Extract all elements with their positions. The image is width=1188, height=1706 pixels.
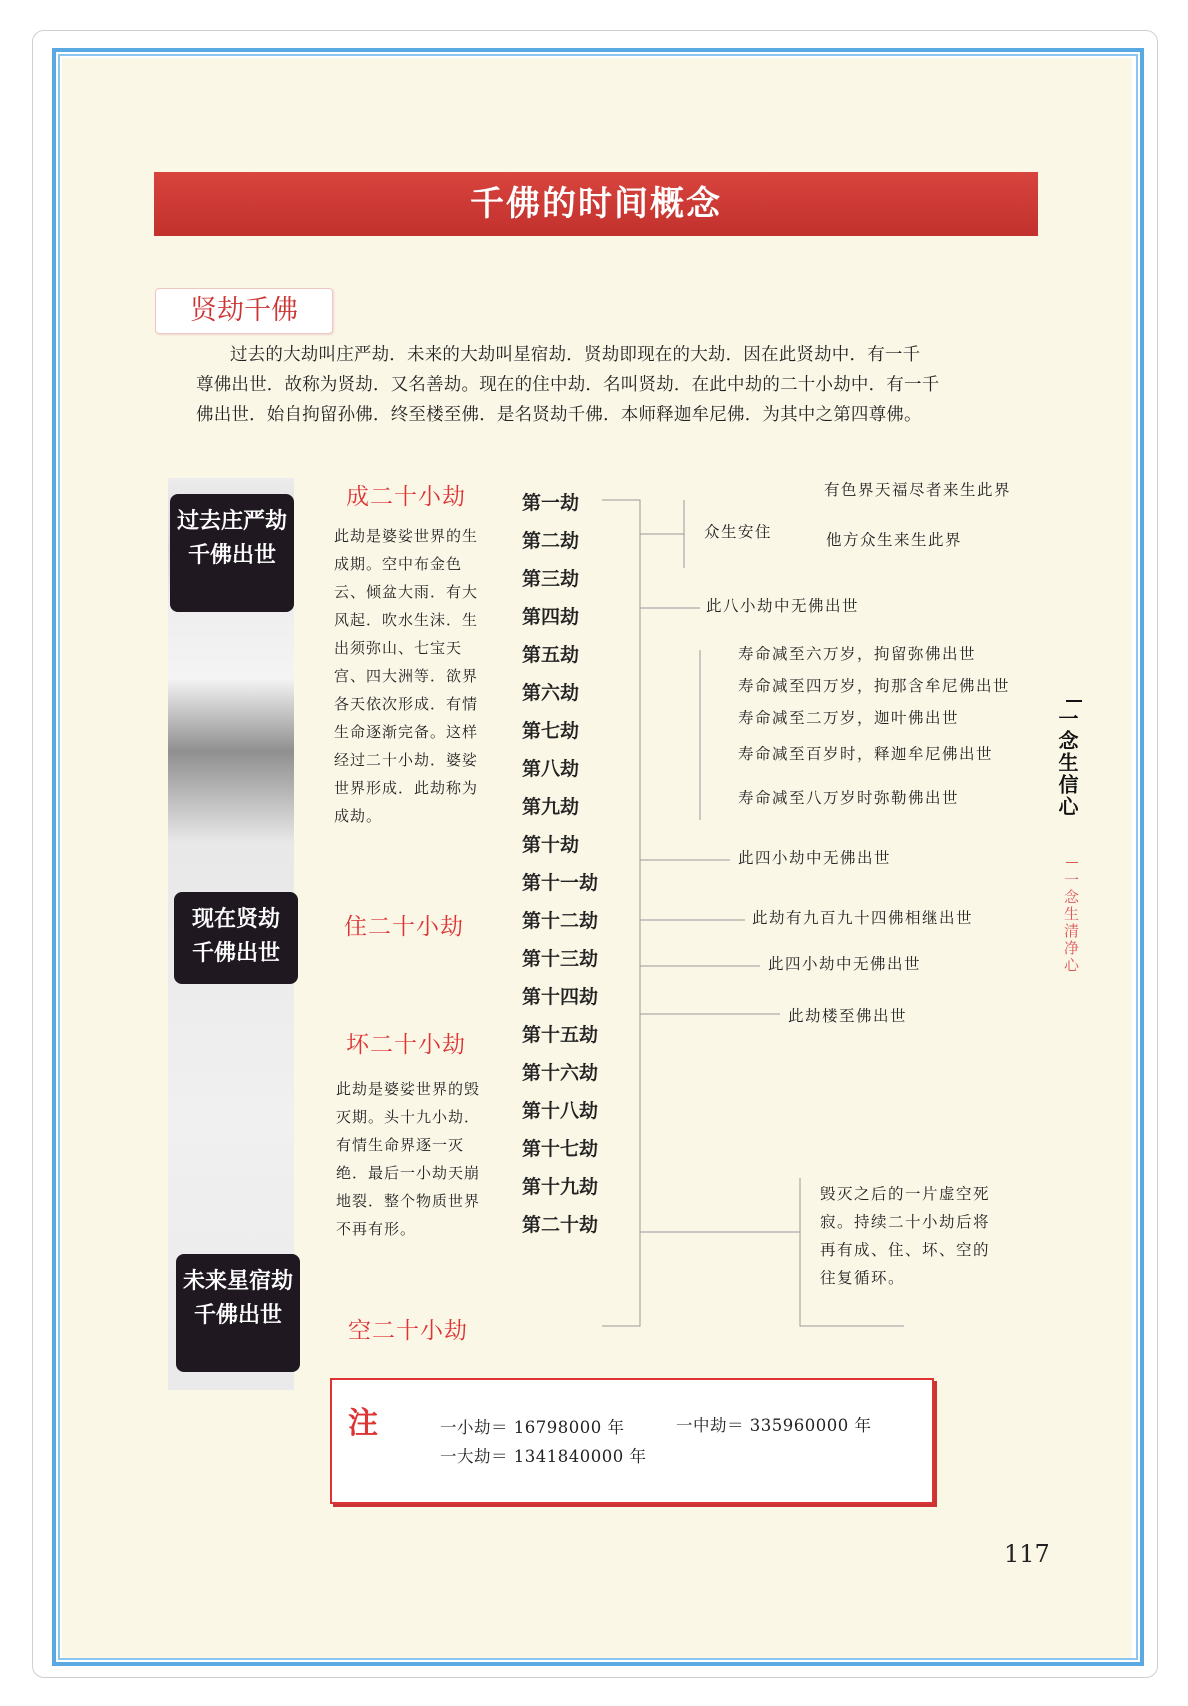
era-label: 千佛出世 (187, 542, 276, 568)
note: 寿命减至四万岁，拘那含牟尼佛出世 (738, 677, 1011, 695)
kalpa-item: 第十九劫 (522, 1176, 599, 1198)
note-label: 注 (348, 1406, 378, 1441)
stage-abiding: 住二十小劫 (344, 914, 464, 940)
kalpa-item: 第六劫 (522, 682, 580, 704)
kalpa-item: 第二劫 (522, 530, 580, 552)
kalpa-item: 第十三劫 (522, 948, 599, 970)
page-title: 千佛的时间概念 (154, 172, 1038, 236)
era-label: 千佛出世 (191, 940, 280, 966)
note: 他方众生来生此界 (826, 531, 963, 549)
kalpa-item: 第十一劫 (522, 872, 599, 894)
formula-large-kalpa: 一大劫＝ 1341840000 年 (440, 1447, 647, 1466)
kalpa-item: 第四劫 (522, 606, 580, 628)
side-subtitle: 一念生清净心 (1062, 872, 1080, 974)
kalpa-item: 第十四劫 (522, 986, 599, 1008)
kalpa-item: 第九劫 (522, 796, 580, 818)
kalpa-item: 第十二劫 (522, 910, 599, 932)
kalpa-item: 第一劫 (522, 492, 580, 514)
note: 寿命减至六万岁，拘留弥佛出世 (738, 645, 977, 663)
formation-description: 此劫是婆娑世界的生成期。空中布金色云、倾盆大雨．有大风起．吹水生沫．生出须弥山、七宝天宫、四大洲等．欲界各天依次形成．有情生命逐渐完备。这样经过二十小劫．婆娑世界形成．此劫称为成劫。 (334, 527, 479, 825)
stage-emptiness: 空二十小劫 (348, 1318, 468, 1344)
note: 此劫楼至佛出世 (788, 1007, 908, 1025)
intro-line: 佛出世．始自拘留孙佛．终至楼至佛．是名贤劫千佛．本师释迦牟尼佛．为其中之第四尊佛。 (196, 405, 922, 425)
intro-line: 过去的大劫叫庄严劫．未来的大劫叫星宿劫．贤劫即现在的大劫．因在此贤劫中．有一千 (230, 345, 921, 365)
formula-medium-kalpa: 一中劫＝ 335960000 年 (676, 1416, 872, 1435)
kalpa-bracket-line (602, 500, 640, 1326)
era-label: 现在贤劫 (191, 906, 280, 932)
stage-formation: 成二十小劫 (346, 484, 466, 510)
kalpa-item: 第七劫 (522, 720, 580, 742)
note: 有色界天福尽者来生此界 (824, 481, 1012, 499)
section-heading: 贤劫千佛 (155, 288, 333, 334)
kalpa-item: 第十劫 (522, 834, 580, 856)
note: 毁灭之后的一片虚空死寂。持续二十小劫后将再有成、住、坏、空的往复循环。 (820, 1185, 991, 1287)
destruction-description: 此劫是婆娑世界的毁灭期。头十九小劫．有情生命界逐一灭绝．最后一小劫天崩地裂．整个物质世界不再有形。 (336, 1080, 481, 1238)
page-number: 117 (1004, 1540, 1050, 1568)
kalpa-item: 第五劫 (522, 644, 580, 666)
era-label: 未来星宿劫 (182, 1268, 293, 1294)
formula-small-kalpa: 一小劫＝ 16798000 年 (440, 1418, 625, 1437)
kalpa-item: 第十六劫 (522, 1062, 599, 1084)
note: 此八小劫中无佛出世 (706, 597, 860, 615)
kalpa-item: 第十五劫 (522, 1024, 599, 1046)
kalpa-item: 第二十劫 (522, 1214, 599, 1236)
note: 寿命减至八万岁时弥勒佛出世 (738, 789, 960, 807)
side-subtitle-divider (1066, 862, 1078, 863)
note: 众生安住 (704, 523, 773, 541)
kalpa-item: 第三劫 (522, 568, 580, 590)
stage-destruction: 坏二十小劫 (346, 1032, 466, 1058)
kalpa-item: 第八劫 (522, 758, 580, 780)
note: 此劫有九百九十四佛相继出世 (752, 909, 974, 927)
kalpa-item: 第十八劫 (522, 1100, 599, 1122)
intro-line: 尊佛出世．故称为贤劫．又名善劫。现在的住中劫．名叫贤劫．在此中劫的二十小劫中．有一千 (196, 375, 940, 395)
kalpa-item: 第十七劫 (522, 1138, 599, 1160)
note-box (330, 1378, 934, 1504)
note: 此四小劫中无佛出世 (768, 955, 922, 973)
note: 此四小劫中无佛出世 (738, 849, 892, 867)
side-title-divider (1066, 700, 1082, 702)
note: 寿命减至二万岁，迦叶佛出世 (738, 709, 960, 727)
era-label: 千佛出世 (193, 1302, 282, 1328)
side-title: 一念生信心 (1055, 708, 1079, 818)
note: 寿命减至百岁时，释迦牟尼佛出世 (738, 745, 994, 763)
era-label: 过去庄严劫 (176, 508, 287, 534)
